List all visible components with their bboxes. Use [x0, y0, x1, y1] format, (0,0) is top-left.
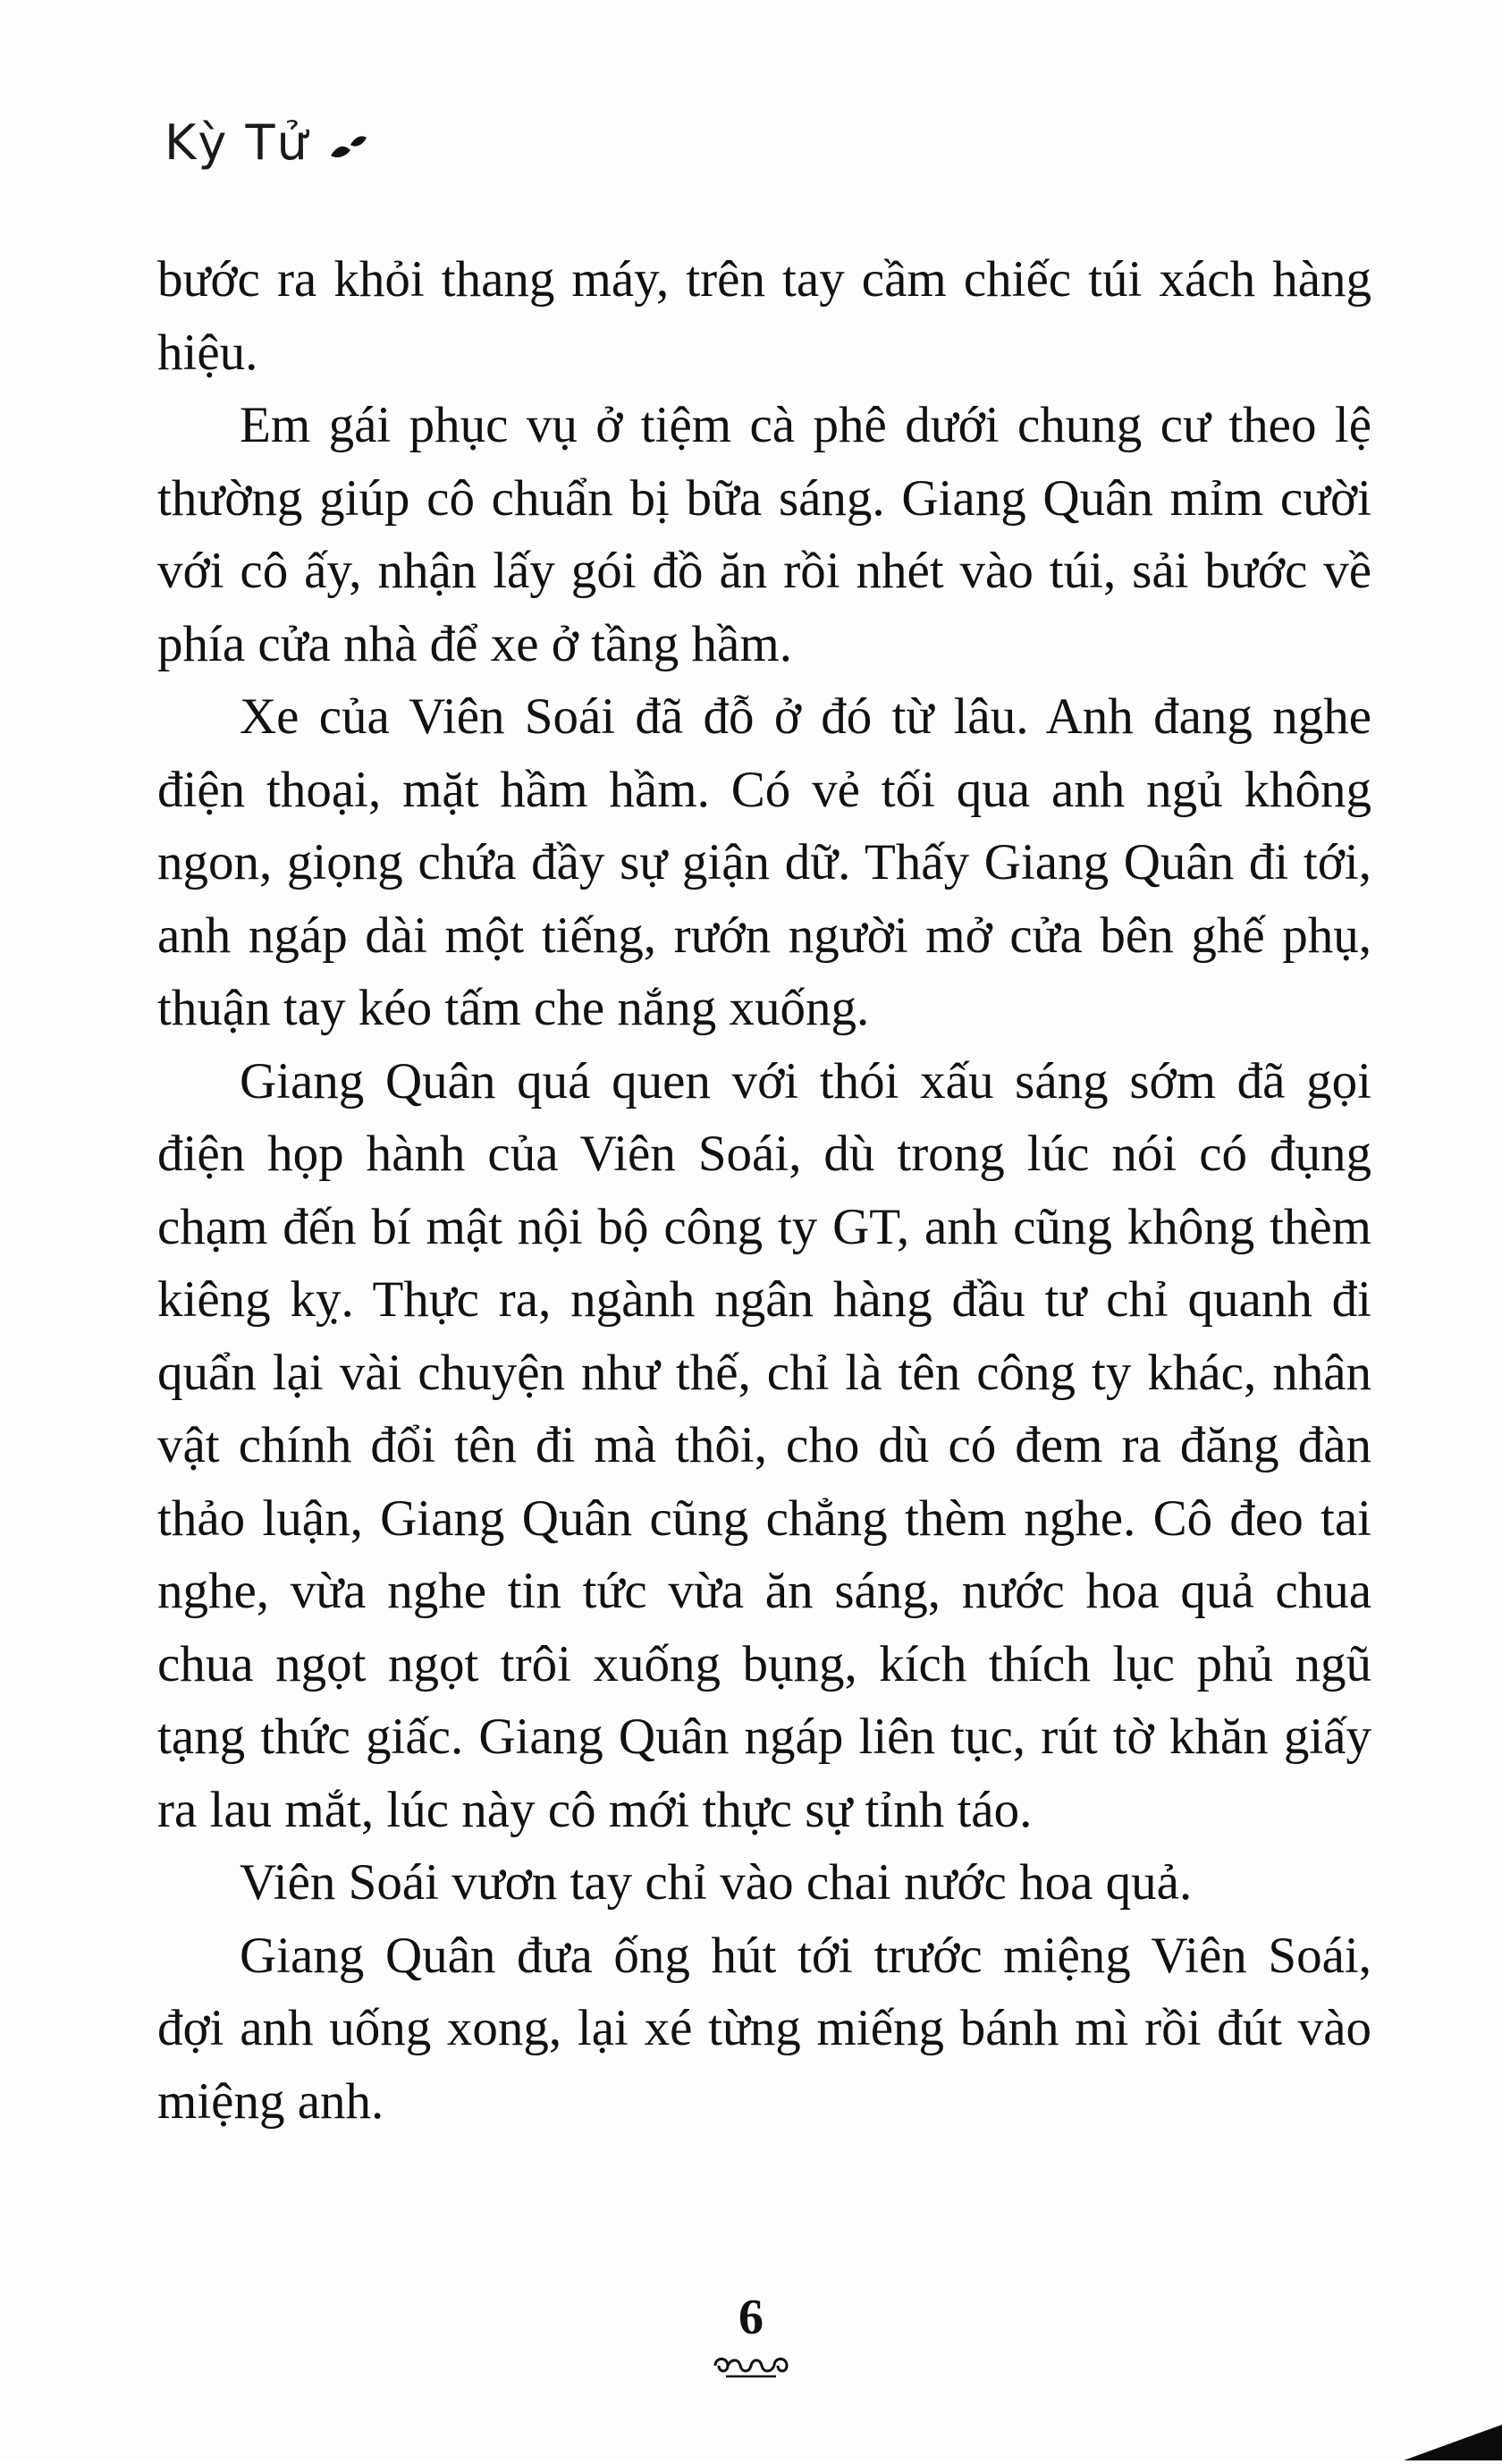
folio [0, 2289, 1502, 2384]
paragraph-5: Viên Soái vươn tay chỉ vào chai nước hoa quả. [240, 1854, 1193, 1911]
paragraph-6: Giang Quân đưa ống hút tới trước miệng Viên Soái, đợi anh uống xong, lại xé từng miếng bánh mì rồi đút vào miệng anh. [157, 1927, 1371, 2130]
paragraph-4: Giang Quân quá quen với thói xấu sáng sớm đã gọi điện họp hành của Viên Soái, dù trong lúc nói có đụng chạm đến bí mật nội bộ công ty GT, anh cũng không thèm kiêng kỵ. Thực ra, ngành ngân hàng đầu tư chỉ quanh đi quẩn lại vài chuyện như thế, chỉ là tên công ty khác, nhân vật chính đổi tên đi mà thôi, cho dù có đem ra đăng đàn thảo luận, Giang Quân cũng chẳng thèm nghe. Cô đeo tai nghe, vừa nghe tin tức vừa ăn sáng, nước hoa quả chua chua ngọt ngọt trôi xuống bụng, kích thích lục phủ ngũ tạng thức giấc. Giang Quân ngáp liên tục, rút tờ khăn giấy ra lau mắt, lúc này cô mới thực sự tỉnh táo. [157, 1052, 1371, 1838]
paragraph-3: Xe của Viên Soái đã đỗ ở đó từ lâu. Anh đang nghe điện thoại, mặt hầm hầm. Có vẻ tối qua anh ngủ không ngon, giọng chứa đầy sự giận dữ. Thấy Giang Quân đi tới, anh ngáp dài một tiếng, rướn người mở cửa bên ghế phụ, thuận tay kéo tấm che nắng xuống. [157, 688, 1371, 1036]
body-text [157, 243, 1371, 2138]
running-head [165, 114, 368, 171]
page-number: 6 [738, 2290, 764, 2345]
paragraph-1: bước ra khỏi thang máy, trên tay cầm chiếc túi xách hàng hiệu. [157, 251, 1371, 381]
ornament-icon [327, 114, 368, 171]
running-title: Kỳ Tử [165, 114, 309, 171]
paragraph-2: Em gái phục vụ ở tiệm cà phê dưới chung cư theo lệ thường giúp cô chuẩn bị bữa sáng. Giang Quân mỉm cười với cô ấy, nhận lấy gói đồ ăn rồi nhét vào túi, sải bước về phía cửa nhà để xe ở tầng hầm. [157, 397, 1371, 672]
flourish-icon [0, 2350, 1502, 2384]
page-edge-shadow [1404, 2407, 1502, 2460]
